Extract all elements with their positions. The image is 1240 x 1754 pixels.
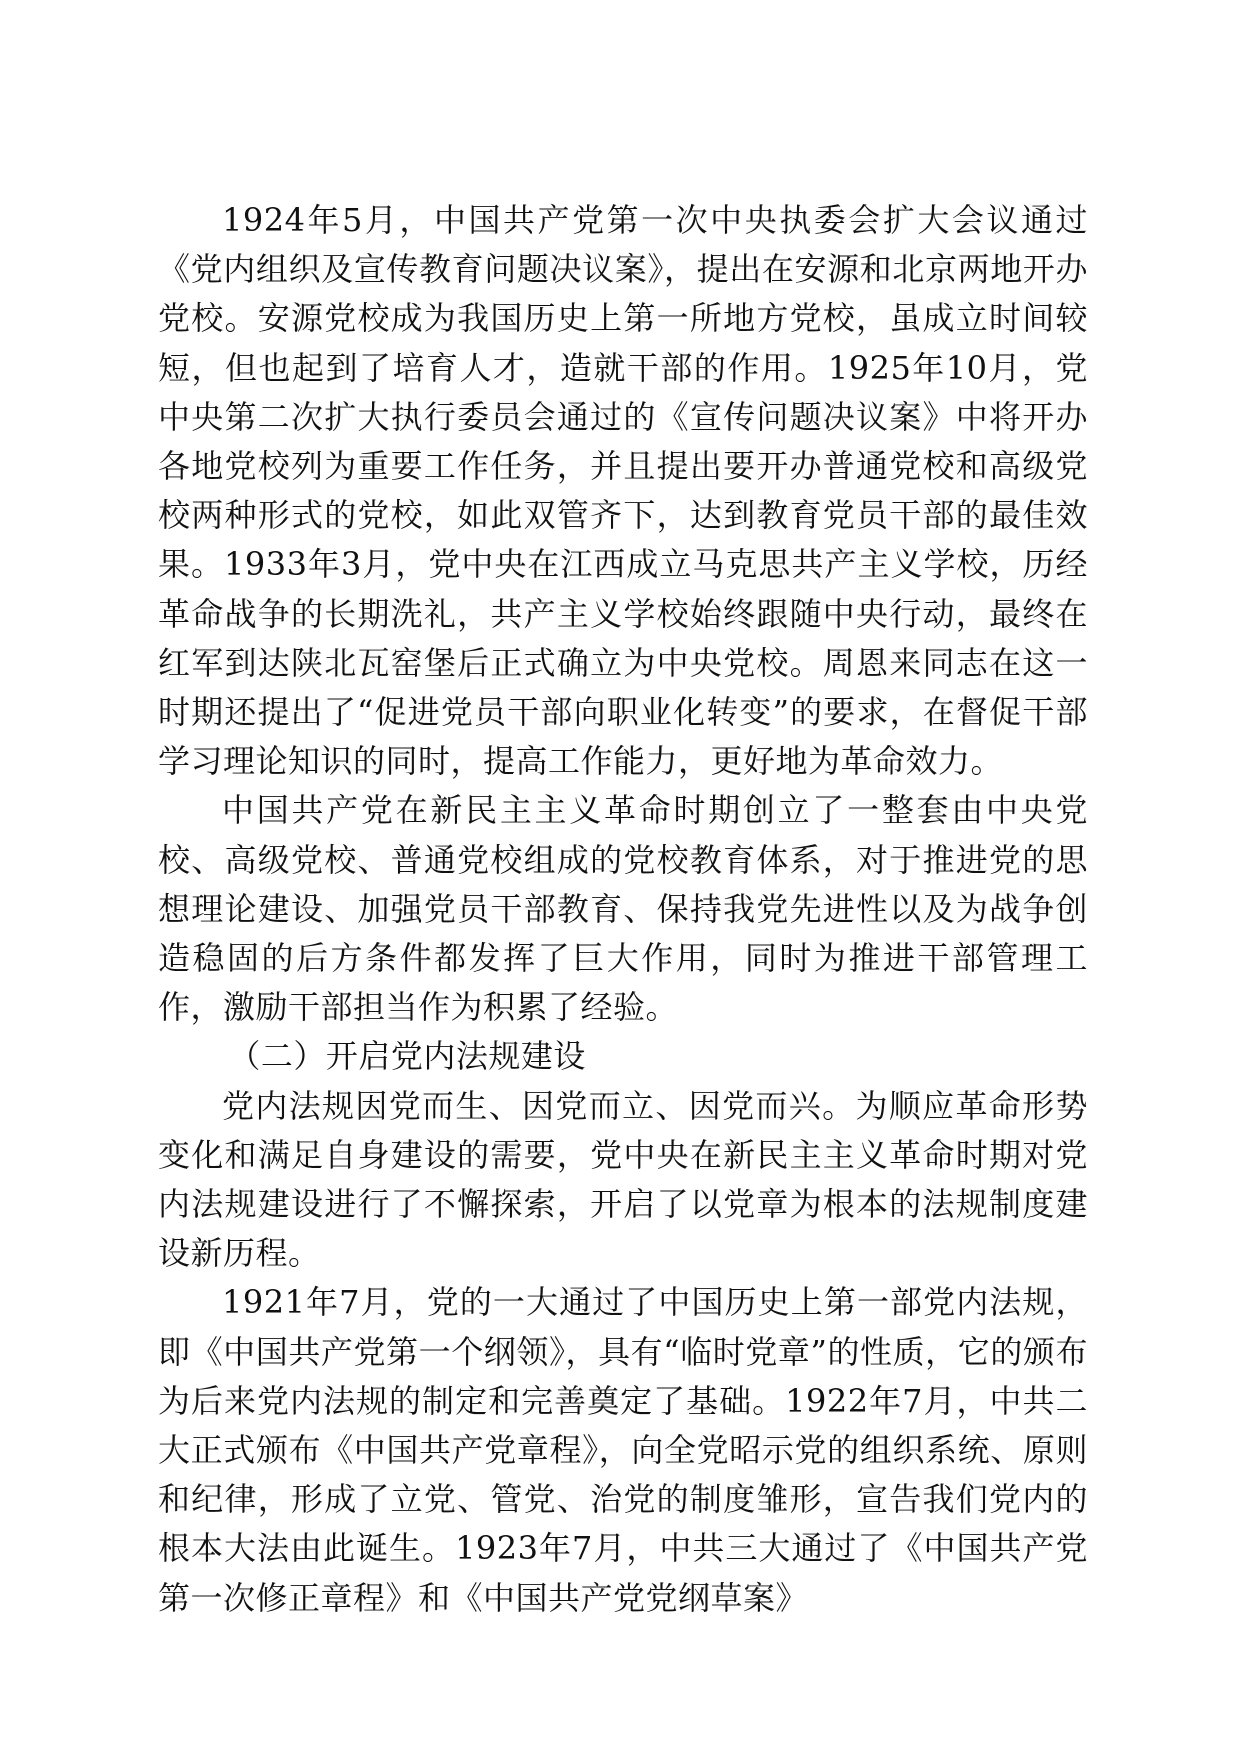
section-heading: （二）开启党内法规建设 — [228, 1037, 586, 1076]
paragraph-party-school-history: 1924年5月，中国共产党第一次中央执委会扩大会议通过《党内组织及宣传教育问题决议案》，提出在安源和北京两地开办党校。安源党校成为我国历史上第一所地方党校，虽成立时间较短，但也起到了培育人才，造就干部的作用。1925年10月，党中央第二次扩大执行委员会通过的《宣传问题决议案》中将开办各地党校列为重要工作任务，并且提出要开办普通党校和高级党校两种形式的党校，如此双管齐下，达到教育党员干部的最佳效果。1933年3月，党中央在江西成立马克思共产主义学校，历经革命战争的长期洗礼，共产主义学校始终跟随中央行动，最终在红军到达陕北瓦窑堡后正式确立为中央党校。周恩来同志在这一时期还提出了“促进党员干部向职业化转变”的要求，在督促干部学习理论知识的同时，提高工作能力，更好地为革命效力。 — [158, 201, 1088, 781]
paragraph-regulations-history: 1921年7月，党的一大通过了中国历史上第一部党内法规，即《中国共产党第一个纲领》，具有“临时党章”的性质，它的颁布为后来党内法规的制定和完善奠定了基础。1922年7月，中共二大正式颁布《中国共产党章程》，向全党昭示党的组织系统、原则和纪律，形成了立党、管党、治党的制度雏形，宣告我们党内的根本大法由此诞生。1923年7月，中共三大通过了《中国共产党第一次修正章程》和《中国共产党党纲草案》 — [158, 1283, 1088, 1617]
paragraph-party-school-system: 中国共产党在新民主主义革命时期创立了一整套由中央党校、高级党校、普通党校组成的党校教育体系，对于推进党的思想理论建设、加强党员干部教育、保持我党先进性以及为战争创造稳固的后方条件都发挥了巨大作用，同时为推进干部管理工作，激励干部担当作为积累了经验。 — [158, 791, 1088, 1027]
paragraph-regulations-intro: 党内法规因党而生、因党而立、因党而兴。为顺应革命形势变化和满足自身建设的需要，党中央在新民主主义革命时期对党内法规建设进行了不懈探索，开启了以党章为根本的法规制度建设新历程。 — [158, 1086, 1088, 1273]
document-body — [158, 196, 1088, 1623]
